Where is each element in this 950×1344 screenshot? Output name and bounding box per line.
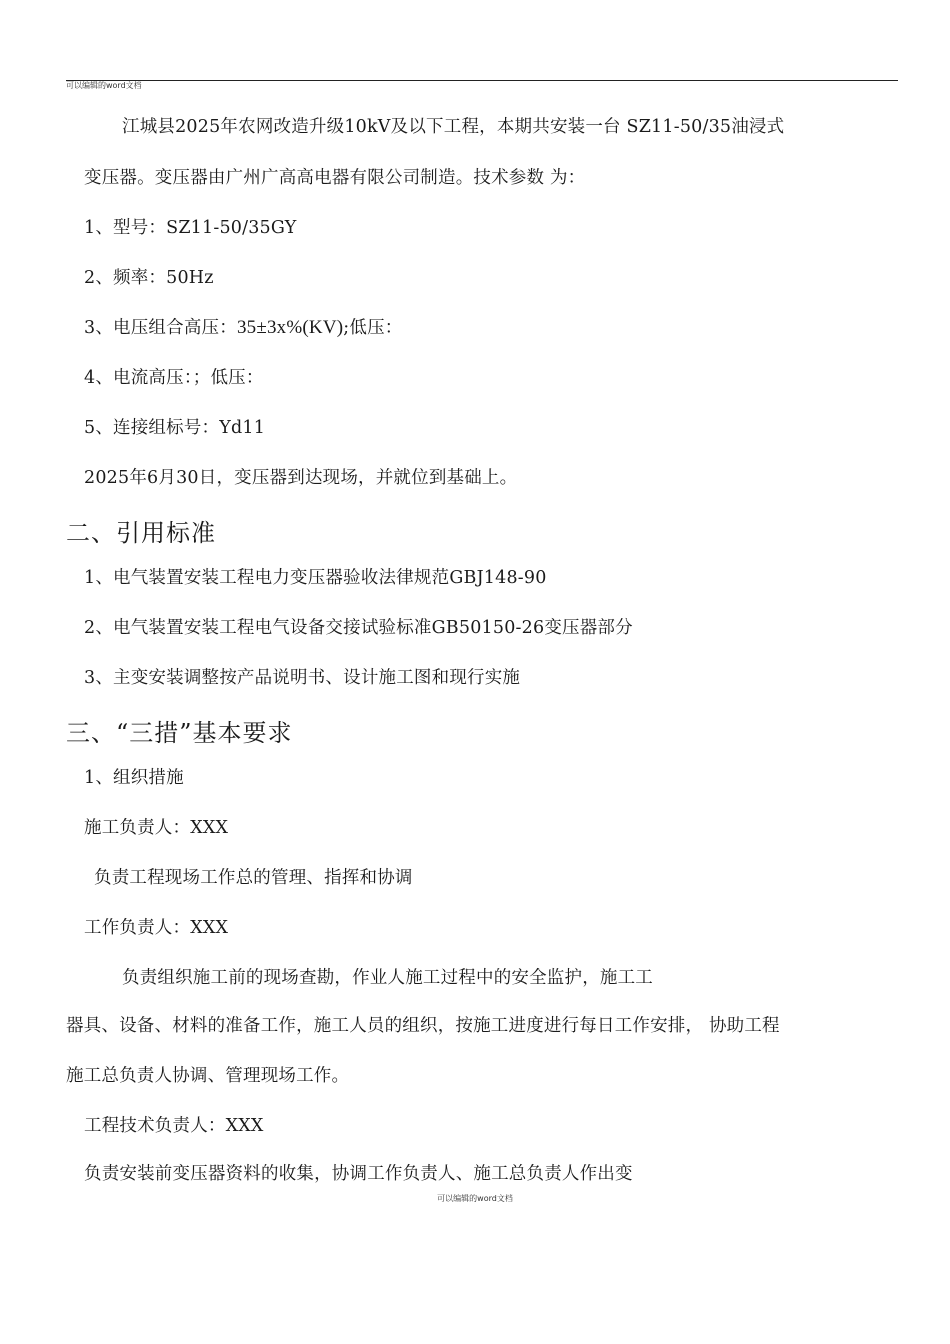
param-voltage bbox=[84, 317, 403, 339]
param-frequency: 2、频率：50Hz bbox=[84, 268, 214, 288]
param-voltage-low: ;低压： bbox=[343, 318, 403, 338]
intro-line-2: 变压器。变压器由广州广高高电器有限公司制造。技术参数 为： bbox=[84, 168, 586, 188]
arrival-line: 2025年6月30日，变压器到达现场，并就位到基础上。 bbox=[84, 468, 518, 488]
standard-item-1: 1、电气装置安装工程电力变压器验收法律规范GBJ148-90 bbox=[84, 568, 547, 588]
intro-line-1: 江城县2025年农网改造升级10kV及以下工程，本期共安装一台 SZ11-50/35油浸式 bbox=[122, 117, 785, 137]
param-model: 1、型号：SZ11-50/35GY bbox=[84, 218, 297, 238]
section-3-title: 三、“三措”基本要求 bbox=[66, 719, 293, 747]
role-construction-lead-desc: 负责工程现场工作总的管理、指挥和协调 bbox=[94, 868, 413, 888]
param-voltage-value: 35±3x%(KV) bbox=[236, 317, 344, 338]
role-tech-lead-desc: 负责安装前变压器资料的收集，协调工作负责人、施工总负责人作出变 bbox=[84, 1164, 633, 1184]
role-construction-lead: 施工负责人：XXX bbox=[84, 818, 229, 838]
role-tech-lead: 工程技术负责人：XXX bbox=[84, 1116, 264, 1136]
role-work-lead-desc-1: 负责组织施工前的现场查勘，作业人施工过程中的安全监护，施工工 bbox=[122, 968, 653, 988]
standard-item-2: 2、电气装置安装工程电气设备交接试验标准GB50150-26变压器部分 bbox=[84, 618, 633, 638]
role-work-lead-desc-2: 器具、设备、材料的准备工作，施工人员的组织，按施工进度进行每日工作安排， 协助工程 bbox=[66, 1016, 780, 1036]
param-voltage-label: 3、电压组合高压： bbox=[84, 318, 237, 338]
param-connection: 5、连接组标号：Yd11 bbox=[84, 418, 266, 438]
header-rule bbox=[66, 80, 898, 81]
param-current: 4、电流高压：；低压： bbox=[84, 368, 264, 388]
role-work-lead: 工作负责人：XXX bbox=[84, 918, 229, 938]
standard-item-3: 3、主变安装调整按产品说明书、设计施工图和现行实施 bbox=[84, 668, 521, 688]
section-2-title: 二、引用标准 bbox=[66, 519, 216, 547]
role-work-lead-desc-3: 施工总负责人协调、管理现场工作。 bbox=[66, 1066, 350, 1086]
page-footer: 可以编辑的word文档 bbox=[437, 1194, 513, 1203]
page-header: 可以编辑的word文档 bbox=[66, 81, 142, 90]
subsection-org-measures: 1、组织措施 bbox=[84, 768, 184, 788]
